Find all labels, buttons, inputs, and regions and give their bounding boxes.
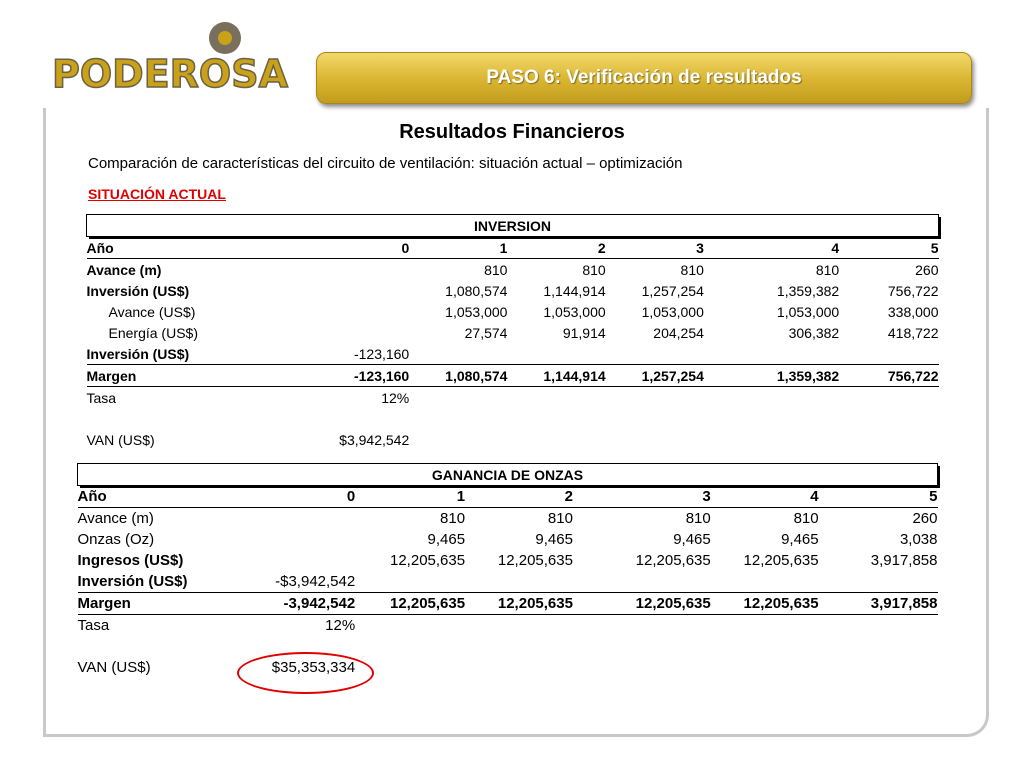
table-cell: -123,160 (239, 343, 409, 365)
table-cell (237, 529, 355, 550)
logo-text: PODEROSA (52, 52, 288, 96)
table-row (87, 343, 939, 365)
table-cell: 810 (582, 261, 606, 278)
row-label: Avance (m) (86, 261, 162, 278)
inversion-header-row (87, 215, 939, 237)
van-value: $35,353,334 (271, 659, 356, 676)
table-cell (507, 343, 605, 365)
table-row (87, 301, 939, 322)
table-cell: 12,205,635 (635, 552, 711, 569)
table-cell (239, 322, 409, 343)
van-highlight-circle (237, 652, 374, 694)
table-row (78, 486, 938, 508)
table-cell (239, 280, 409, 301)
van-label: VAN (US$) (77, 659, 151, 676)
year-cell: 1 (409, 237, 507, 259)
table-row (78, 529, 938, 550)
inversion-header: INVERSION (87, 215, 939, 237)
row-label: Inversión (US$) (87, 343, 239, 365)
table-cell: -$3,942,542 (237, 571, 355, 593)
year-cell: 2 (465, 486, 573, 508)
table-cell: 756,722 (887, 282, 939, 299)
table-row (78, 615, 938, 637)
table-cell: 1,053,000 (445, 303, 508, 320)
year-cell: 4 (704, 237, 839, 259)
table-cell: 91,914 (562, 324, 606, 341)
year-label: Año (78, 486, 238, 508)
table-cell (239, 259, 409, 281)
tasa-label: Tasa (86, 389, 117, 406)
year-label: Año (87, 237, 239, 259)
year-cell: 5 (839, 237, 938, 259)
table-cell: 1,257,254 (641, 282, 704, 299)
step-banner (316, 52, 972, 104)
row-label: Inversión (US$) (86, 282, 190, 299)
table-cell: 810 (815, 261, 840, 278)
table-row (87, 237, 939, 259)
table-cell: 1,144,914 (543, 282, 606, 299)
table-row (87, 259, 939, 281)
van-label: VAN (US$) (86, 431, 155, 448)
table-cell (704, 343, 839, 365)
table-row (87, 387, 939, 409)
table-cell: 260 (915, 261, 939, 278)
table-cell: 810 (685, 510, 711, 527)
table-cell: 1,053,000 (641, 303, 704, 320)
page-subtitle: Comparación de características del circuito de ventilación: situación actual – optimización (88, 155, 683, 172)
row-label: Avance (US$) (108, 303, 196, 320)
table-cell: 1,053,000 (776, 303, 840, 320)
table-cell: -3,942,542 (237, 593, 355, 615)
table-cell: 810 (547, 510, 573, 527)
row-label: Onzas (Oz) (77, 531, 155, 548)
poderosa-logo (52, 22, 314, 100)
table-row (78, 550, 938, 571)
table-cell: 12,205,635 (711, 593, 819, 615)
table-cell: 12,205,635 (573, 593, 711, 615)
step-banner-title: PASO 6: Verificación de resultados (486, 67, 802, 88)
year-cell: 1 (355, 486, 465, 508)
table-cell (355, 571, 465, 593)
page-title: Resultados Financieros (399, 121, 625, 143)
table-row (78, 593, 938, 615)
table-cell: 1,257,254 (606, 365, 704, 387)
table-row (87, 365, 939, 387)
table-cell: 12,205,635 (497, 552, 573, 569)
table-cell: 3,038 (899, 531, 938, 548)
table-cell: 12,205,635 (743, 552, 819, 569)
table-cell: 9,465 (427, 531, 466, 548)
year-cell: 0 (237, 486, 355, 508)
table-cell (819, 571, 938, 593)
table-cell (839, 343, 938, 365)
table-row (87, 280, 939, 301)
year-cell: 2 (507, 237, 605, 259)
row-label: Margen (87, 365, 239, 387)
row-label: Inversión (US$) (78, 571, 238, 593)
table-cell: 810 (680, 261, 704, 278)
table-cell: 418,722 (887, 324, 939, 341)
table-cell: 3,917,858 (819, 593, 938, 615)
table-cell: 810 (440, 510, 466, 527)
table-cell (409, 343, 507, 365)
year-cell: 5 (819, 486, 938, 508)
spacer-row (78, 636, 938, 657)
table-cell: 306,382 (788, 324, 840, 341)
table-cell: 3,917,858 (870, 552, 938, 569)
row-label: Margen (78, 593, 238, 615)
ganancia-header: GANANCIA DE ONZAS (78, 464, 938, 486)
year-cell: 3 (606, 237, 704, 259)
table-cell: 756,722 (839, 365, 938, 387)
inversion-table (86, 214, 939, 450)
logo-emblem (209, 22, 241, 54)
table-row (78, 657, 938, 678)
table-cell: -123,160 (239, 365, 409, 387)
table-cell: 27,574 (464, 324, 508, 341)
tasa-value: 12% (381, 389, 410, 406)
table-cell: 1,359,382 (776, 282, 840, 299)
table-cell: 9,465 (781, 531, 819, 548)
table-row (87, 322, 939, 343)
table-cell: 260 (912, 510, 938, 527)
table-cell: 1,080,574 (409, 365, 507, 387)
table-cell (237, 508, 355, 530)
table-cell (237, 550, 355, 571)
table-cell: 12,205,635 (465, 593, 573, 615)
row-label: Avance (m) (77, 510, 154, 527)
table-row (87, 429, 939, 450)
table-cell: 1,359,382 (704, 365, 839, 387)
table-cell (606, 343, 704, 365)
ganancia-header-row (78, 464, 938, 486)
table-cell: 204,254 (653, 324, 704, 341)
table-cell: 9,465 (535, 531, 573, 548)
tasa-label: Tasa (77, 617, 110, 634)
table-row (78, 508, 938, 530)
row-label: Energía (US$) (108, 324, 198, 341)
table-cell: 12,205,635 (355, 593, 465, 615)
table-cell: 9,465 (673, 531, 711, 548)
table-row (78, 571, 938, 593)
spacer-row (87, 408, 939, 429)
table-cell (239, 301, 409, 322)
table-cell (711, 571, 819, 593)
table-cell: 810 (793, 510, 819, 527)
year-cell: 4 (711, 486, 819, 508)
ganancia-table (77, 463, 938, 678)
table-cell: 810 (484, 261, 508, 278)
van-value: $3,942,542 (339, 431, 410, 448)
table-cell: 1,053,000 (543, 303, 606, 320)
row-label: Ingresos (US$) (77, 552, 184, 569)
table-cell (465, 571, 573, 593)
section-label: SITUACIÓN ACTUAL (88, 186, 226, 202)
tasa-value: 12% (325, 617, 356, 634)
table-cell: 1,144,914 (507, 365, 605, 387)
table-cell: 1,080,574 (445, 282, 508, 299)
table-cell (573, 571, 711, 593)
table-cell: 12,205,635 (390, 552, 466, 569)
year-cell: 3 (573, 486, 711, 508)
year-cell: 0 (239, 237, 409, 259)
table-cell: 338,000 (887, 303, 939, 320)
